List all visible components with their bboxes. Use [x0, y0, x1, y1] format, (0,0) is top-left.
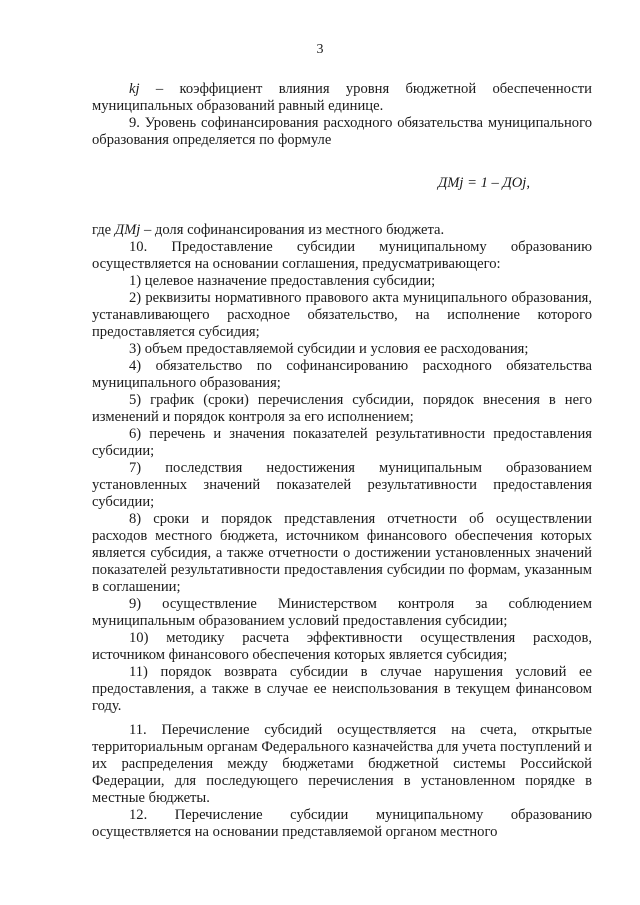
list-item-5: 5) график (сроки) перечисления субсидии, порядок внесения в него изменений и порядок контроля за его исполнением; [92, 392, 592, 425]
where-prefix: где [92, 222, 115, 238]
paragraph-9: 9. Уровень софинансирования расходного обязательства муниципального образования определяется по формуле [92, 115, 592, 148]
where-description: – доля софинансирования из местного бюджета. [140, 222, 445, 238]
list-item-11: 11) порядок возврата субсидии в случае нарушения условий ее предоставления, а также в случае ее неиспользования в текущем финансовом году. [92, 664, 592, 714]
document-body [92, 81, 592, 841]
list-item-6: 6) перечень и значения показателей результативности предоставления субсидии; [92, 426, 592, 459]
list-item-2: 2) реквизиты нормативного правового акта муниципального образования, устанавливающего расходное обязательство, на исполнение которого предоставляется субсидия; [92, 290, 592, 340]
formula: ДМj = 1 – ДОj, [437, 175, 530, 191]
variable-dmj: ДМj [114, 222, 141, 238]
list-item-3: 3) объем предоставляемой субсидии и условия ее расходования; [129, 341, 529, 357]
paragraph-kj [92, 81, 592, 115]
list-item-8: 8) сроки и порядок представления отчетности об осуществлении расходов местного бюджета, источником финансового обеспечения которых является субсидия, а также отчетности о достижении установленных значений показателей результативности предоставления субсидии по формам, указанным в соглашении; [92, 511, 592, 595]
list-item-7: 7) последствия недостижения муниципальным образованием установленных значений показателей результативности предоставления субсидии; [92, 460, 592, 510]
list-item-10: 10) методику расчета эффективности осуществления расходов, источником финансового обеспечения которых является субсидия; [92, 630, 592, 663]
list-item-1: 1) целевое назначение предоставления субсидии; [129, 273, 436, 289]
variable-kj: kj [129, 81, 140, 97]
paragraph-11: 11. Перечисление субсидий осуществляется на счета, открытые территориальным органам Федерального казначейства для учета поступлений и их распределения между бюджетами бюджетной системы Российской Федерации, для последующего перечисления в установленном порядке в местные бюджеты. [92, 722, 592, 806]
paragraph-12: 12. Перечисление субсидии муниципальному образованию осуществляется на основании представляемой органом местного [92, 807, 592, 840]
list-item-9: 9) осуществление Министерством контроля за соблюдением муниципальным образованием условий предоставления субсидии; [92, 596, 592, 629]
kj-description: – коэффициент влияния уровня бюджетной обеспеченности муниципальных образований равный единице. [92, 81, 592, 114]
spacer [92, 715, 592, 722]
list-item-4: 4) обязательство по софинансированию расходного обязательства муниципального образования; [92, 358, 592, 391]
paragraph-where [92, 222, 592, 239]
paragraph-10: 10. Предоставление субсидии муниципальному образованию осуществляется на основании соглашения, предусматривающего: [92, 239, 592, 272]
page-number: 3 [316, 42, 324, 57]
